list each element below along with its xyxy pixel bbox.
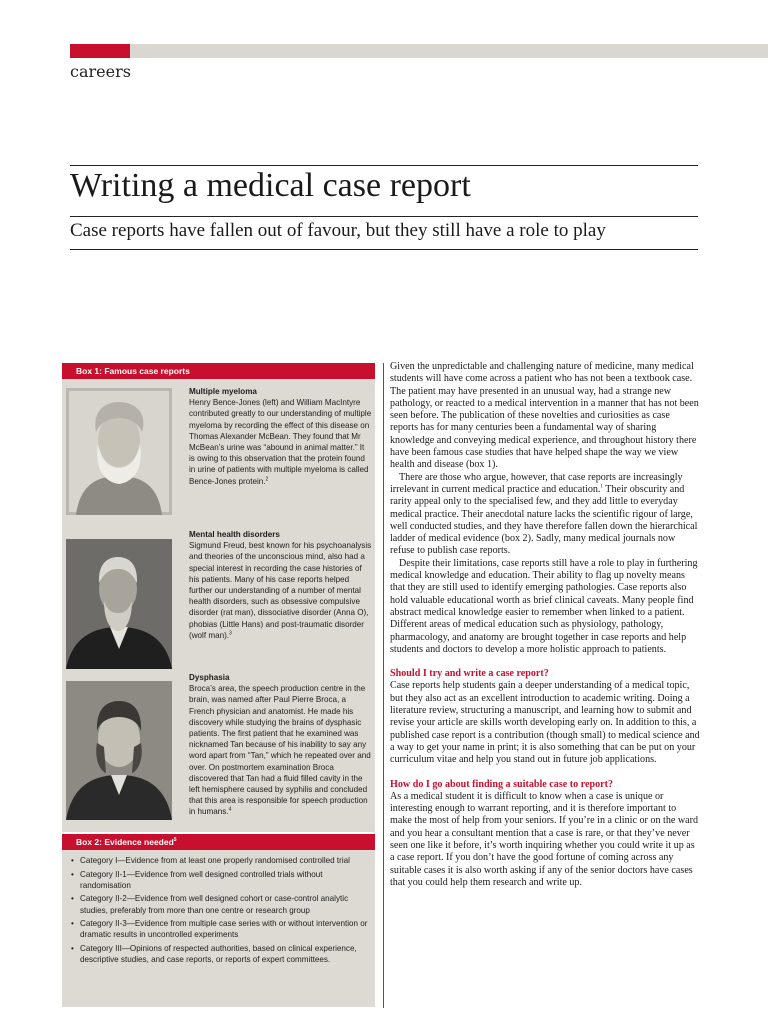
reference-marker: 3	[229, 630, 232, 637]
body-text: There are those who argue, however, that case reports are increasingly irrelevant in current medical practice and education.	[390, 471, 683, 495]
column-divider	[383, 363, 384, 1008]
header-grey-bar	[130, 44, 768, 58]
box1-heading: Box 1: Famous case reports	[62, 363, 375, 379]
list-item: • Category I—Evidence from at least one properly randomised controlled trial	[70, 855, 368, 866]
body-paragraph: Given the unpredictable and challenging nature of medicine, many medical students will have come across a patient who has not been a textbook case. The patient may have presented in an unusual way, had a strange new pathology, or reacted to a medical intervention in a manner that has not been seen before. The publication of these novelties and curiosities as case reports has for many centuries been a fundamental way of sharing knowledge and conveying medical experience, and throughout history there have been famous case studies that have helped shape the way we view health and disease (box 1).	[390, 361, 699, 471]
case-title: Dysphasia	[189, 673, 230, 682]
case-title: Multiple myeloma	[189, 387, 257, 396]
case-mental-health-disorders	[189, 529, 372, 641]
reference-marker: 4	[228, 806, 232, 813]
reference-marker: 2	[265, 475, 269, 482]
case-text: Sigmund Freud, best known for his psychoanalysis and theories of the unconscious mind, also had a special interest in recording the case histories of his patients. Many of his case reports helped further our understanding of a number of mental health disorders, such as obsessive compulsive disorder (rat man), dissociative disorder (Anna O), phobias (Little Hans) and post-traumatic disorder (wolf man).	[189, 541, 372, 640]
section-heading: How do I go about finding a suitable case to report?	[390, 778, 614, 790]
article-title: Writing a medical case report	[70, 167, 471, 204]
list-item: • Category III—Opinions of respected authorities, based on clinical experience, descriptive studies, and case reports, or reports of expert committees.	[70, 943, 368, 965]
article-body	[390, 361, 700, 889]
list-item: • Category II-1—Evidence from well designed controlled trials without randomisation	[70, 869, 368, 891]
reference-marker: 5	[173, 837, 177, 844]
case-dysphasia	[189, 672, 372, 818]
evidence-category-list	[70, 855, 368, 968]
body-paragraph: Despite their limitations, case reports still have a role to play in furthering medical knowledge and education. Their ability to flag up novelty means that they are still used to identify emerging pathologies. Case reports also hold valuable educational worth as brief clinical caveats. Many people find abstract medical knowledge easier to remember when linked to a patient. Different areas of medical education such as physiology, pathology, pharmacology, and anatomy are brought together in case reports and help students and doctors to develop a more holistic approach to patients.	[390, 557, 698, 655]
list-item: • Category II-2—Evidence from well designed cohort or case-control analytic studies, preferably from more than one centre or research group	[70, 893, 368, 915]
body-paragraph: As a medical student it is difficult to know when a case is unique or interesting enough to warrant reporting, and it is therefore important to make the most of help from your seniors. If you’re in a clinic or on the ward and you hear a consultant mention that a case is rare, or that they’ve never seen one like it before, it’s worth inquiring whether you could write it up as a case report. If you don’t have the good fortune of coming across any suitable cases it is also worth asking if any of the senior doctors have cases that you could help them research and write up.	[390, 790, 699, 888]
portrait-freud-image	[66, 539, 172, 669]
box2-heading	[62, 834, 375, 850]
case-multiple-myeloma	[189, 386, 372, 487]
article-subtitle: Case reports have fallen out of favour, but they still have a role to play	[70, 220, 606, 241]
body-paragraph: Case reports help students gain a deeper understanding of a medical topic, but they also act as an excellent introduction to academic writing. Doing a literature review, structuring a manuscript, and learning how to submit and revise your article are skills worth developing early on. In addition to this, a published case report is a contribution (though small) to medical science and a way to get your name in print; it is also something that can be put on your curriculum vitae and help you stand out in future job applications.	[390, 680, 700, 766]
case-title: Mental health disorders	[189, 530, 280, 539]
box-famous-case-reports	[62, 363, 375, 832]
reference-marker: 1	[600, 484, 603, 490]
section-label: careers	[70, 62, 131, 81]
case-text: Broca’s area, the speech production centre in the brain, was named after Paul Pierre Broca, a French physician and anatomist. He made his discovery while studying the brains of dysphasic patients. The first patient that he examined was nicknamed Tan because of his inability to say any word apart from “Tan,” which he repeated over and over. On postmortem examination Broca discovered that Tan had a fluid filled cavity in the left hemisphere caused by syphilis and concluded that this area is responsible for speech production in humans.	[189, 684, 371, 817]
box2-heading-text: Box 2: Evidence needed	[76, 837, 174, 847]
header-accent-bar	[70, 44, 130, 58]
body-text: Their obscurity and rarity appeal only to the specialised few, and they add little to everyday medical practice. Their anecdotal nature lacks the scientific rigour of large, well conducted studies, and they have therefore fallen down the hierarchical ladder of medical evidence (box 2). Sadly, many medical journals now refuse to publish case reports.	[390, 483, 698, 557]
title-bottom-rule	[70, 216, 698, 217]
list-item: • Category II-3—Evidence from multiple case series with or without intervention or dramatic results in uncontrolled experiments	[70, 918, 368, 940]
section-heading: Should I try and write a case report?	[390, 668, 549, 680]
subtitle-bottom-rule	[70, 249, 698, 250]
portrait-bence-jones-image	[66, 388, 172, 515]
body-paragraph	[390, 472, 700, 558]
title-top-rule	[70, 165, 698, 166]
portrait-broca-image	[66, 681, 172, 820]
box-evidence-needed	[62, 834, 375, 1007]
case-text: Henry Bence-Jones (left) and William MacIntyre contributed greatly to our understanding of multiple myeloma by recording the effect of this disease on Thomas Alexander McBean. They found that Mr McBean’s urine was “abound in animal matter.” It is owing to this observation that the protein found in urine of patients with multiple myeloma is called Bence-Jones protein.	[189, 398, 372, 486]
